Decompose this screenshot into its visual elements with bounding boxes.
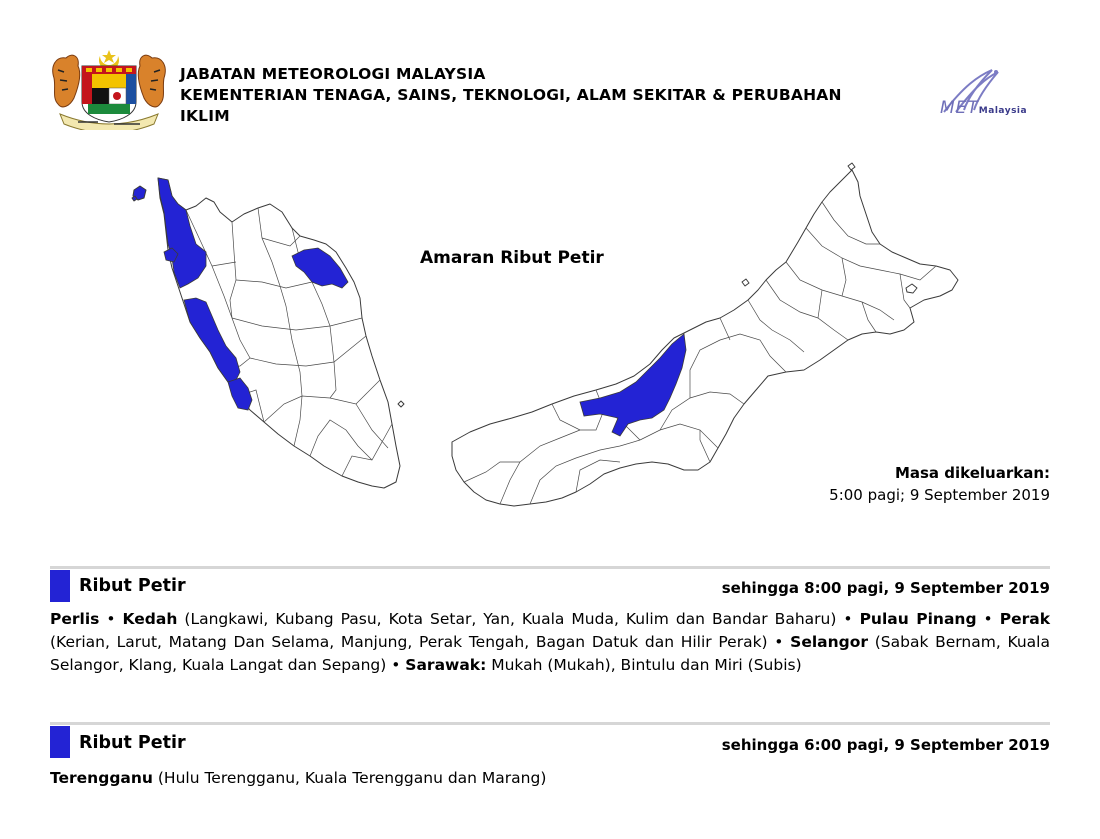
issued-time: 5:00 pagi; 9 September 2019 — [829, 486, 1050, 504]
metmalaysia-logo-text: METMalaysia — [940, 98, 1028, 118]
warning-title: Ribut Petir — [79, 733, 186, 753]
section-divider — [50, 566, 1050, 569]
warning-title: Ribut Petir — [79, 576, 186, 596]
warning-areas-text: Perlis • Kedah (Langkawi, Kubang Pasu, Kota Setar, Yan, Kuala Muda, Kulim dan Bandar Baharu) • Pulau Pinang • Perak (Kerian, Larut, Matang Dan Selama, Manjung, Perak Tengah, Bagan Datuk dan Hilir Perak) • Selangor (Sabak Bernam, Kuala Selangor, Klang, Kuala Langat dan Sepang) • Sarawak: Mukah (Mukah), Bintulu dan Miri (Subis) — [50, 610, 1051, 674]
coat-of-arms-icon — [48, 48, 170, 130]
peninsular-malaysia — [158, 178, 400, 488]
ministry-name-line1: KEMENTERIAN TENAGA, SAINS, TEKNOLOGI, ALAM SEKITAR & PERUBAHAN — [180, 86, 842, 104]
warning-color-marker — [50, 570, 70, 602]
map-title: Amaran Ribut Petir — [420, 248, 604, 268]
organization-header — [180, 64, 842, 127]
warning-color-marker — [50, 726, 70, 758]
issued-time-block — [829, 462, 1050, 506]
warning-valid-until: sehingga 8:00 pagi, 9 September 2019 — [721, 579, 1050, 597]
warning-areas-text: Terengganu (Hulu Terengganu, Kuala Terengganu dan Marang) — [50, 769, 547, 787]
ministry-name-line2: IKLIM — [180, 107, 230, 125]
org-name: JABATAN METEOROLOGI MALAYSIA — [180, 65, 486, 83]
issued-label: Masa dikeluarkan: — [894, 464, 1050, 482]
section-divider — [50, 722, 1050, 725]
warning-valid-until: sehingga 6:00 pagi, 9 September 2019 — [721, 736, 1050, 754]
